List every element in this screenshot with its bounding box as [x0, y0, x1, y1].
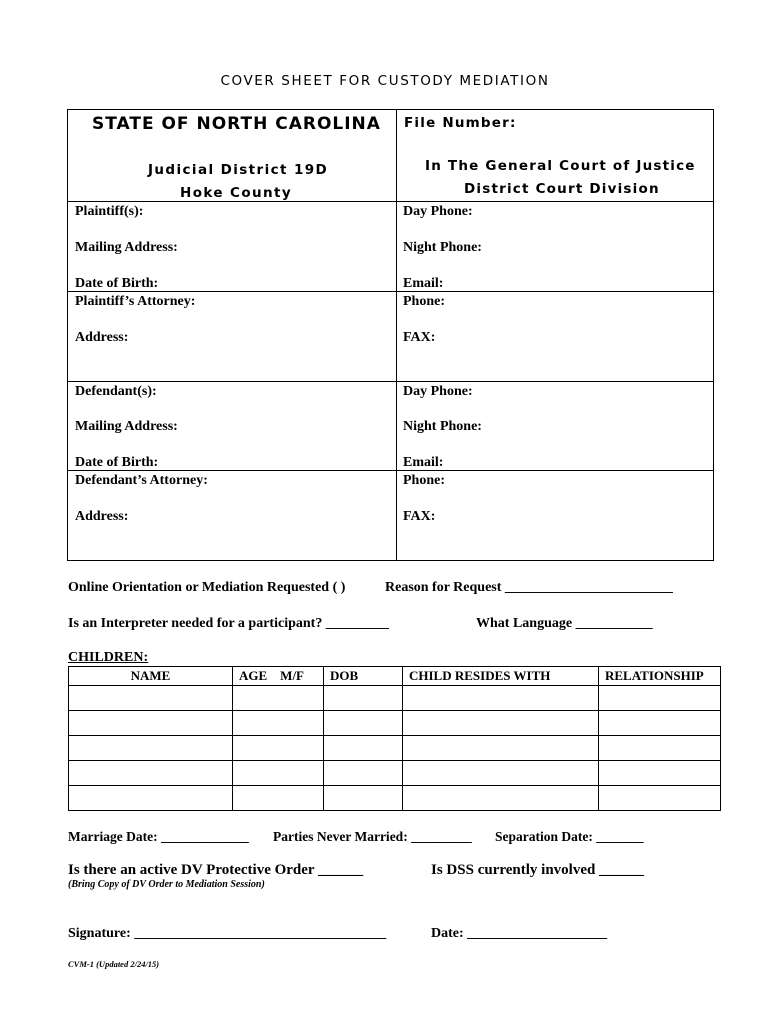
child-relationship-cell[interactable] [599, 711, 721, 736]
defendant-label: Defendant(s): [75, 384, 157, 399]
box-left-border [67, 109, 68, 561]
dv-order-question[interactable]: Is there an active DV Protective Order ______ [68, 862, 364, 878]
table-row [69, 786, 721, 811]
plaintiff-label: Plaintiff(s): [75, 204, 144, 219]
child-relationship-cell[interactable] [599, 736, 721, 761]
column-name: NAME [69, 667, 233, 686]
column-resides-with: CHILD RESIDES WITH [403, 667, 599, 686]
dss-question[interactable]: Is DSS currently involved ______ [431, 862, 645, 878]
box-divider-defendant [67, 381, 714, 382]
defendant-mailing-label: Mailing Address: [75, 419, 178, 434]
child-dob-cell[interactable] [324, 736, 403, 761]
child-age-cell[interactable] [233, 711, 324, 736]
column-relationship: RELATIONSHIP [599, 667, 721, 686]
county: Hoke County [180, 185, 293, 201]
interpreter-question[interactable]: Is an Interpreter needed for a participant? _________ [68, 616, 389, 631]
plaintiff-mailing-label: Mailing Address: [75, 240, 178, 255]
defendant-attorney-address-label: Address: [75, 509, 129, 524]
child-resides-cell[interactable] [403, 786, 599, 811]
plaintiff-attorney-label: Plaintiff’s Attorney: [75, 294, 196, 309]
box-top-border [67, 109, 714, 110]
child-relationship-cell[interactable] [599, 686, 721, 711]
defendant-day-phone-label: Day Phone: [403, 384, 473, 399]
column-dob: DOB [324, 667, 403, 686]
child-resides-cell[interactable] [403, 686, 599, 711]
child-name-cell[interactable] [69, 711, 233, 736]
box-right-border [713, 109, 714, 561]
child-dob-cell[interactable] [324, 686, 403, 711]
box-center-divider [396, 109, 397, 561]
form-footer: CVM-1 (Updated 2/24/15) [68, 959, 160, 969]
child-name-cell[interactable] [69, 761, 233, 786]
defendant-night-phone-label: Night Phone: [403, 419, 482, 434]
file-number-label: File Number: [404, 115, 517, 131]
dv-order-note: (Bring Copy of DV Order to Mediation Session) [68, 879, 265, 890]
box-header-divider [67, 201, 714, 202]
state-title: STATE OF NORTH CAROLINA [92, 114, 381, 134]
table-row [69, 736, 721, 761]
box-bottom-border [67, 560, 714, 561]
marriage-date-field[interactable]: Marriage Date: _____________ [68, 829, 249, 844]
plaintiff-dob-label: Date of Birth: [75, 276, 159, 291]
defendant-attorney-fax-label: FAX: [403, 509, 436, 524]
defendant-dob-label: Date of Birth: [75, 455, 159, 470]
defendant-attorney-label: Defendant’s Attorney: [75, 473, 208, 488]
child-name-cell[interactable] [69, 786, 233, 811]
child-dob-cell[interactable] [324, 711, 403, 736]
signature-date-field[interactable]: Date: ____________________ [431, 926, 608, 941]
child-age-cell[interactable] [233, 736, 324, 761]
language-field[interactable]: What Language ___________ [476, 616, 653, 631]
table-row [69, 711, 721, 736]
child-age-cell[interactable] [233, 786, 324, 811]
orientation-request[interactable]: Online Orientation or Mediation Requested ( ) [68, 580, 346, 595]
court-name: In The General Court of Justice [425, 158, 696, 174]
child-resides-cell[interactable] [403, 736, 599, 761]
plaintiff-attorney-fax-label: FAX: [403, 330, 436, 345]
child-resides-cell[interactable] [403, 711, 599, 736]
defendant-email-label: Email: [403, 455, 444, 470]
plaintiff-email-label: Email: [403, 276, 444, 291]
children-table [68, 666, 721, 811]
column-age-sex: AGE M/F [233, 667, 324, 686]
child-relationship-cell[interactable] [599, 761, 721, 786]
box-divider-plaintiff-attorney [67, 291, 714, 292]
separation-date-field[interactable]: Separation Date: _______ [495, 829, 644, 844]
plaintiff-attorney-address-label: Address: [75, 330, 129, 345]
court-division: District Court Division [464, 181, 660, 197]
plaintiff-night-phone-label: Night Phone: [403, 240, 482, 255]
children-heading: CHILDREN: [68, 650, 149, 665]
reason-for-request[interactable]: Reason for Request ________________________ [385, 580, 673, 595]
table-row [69, 686, 721, 711]
form-title: COVER SHEET FOR CUSTODY MEDIATION [220, 73, 550, 89]
defendant-attorney-phone-label: Phone: [403, 473, 445, 488]
box-divider-defendant-attorney [67, 470, 714, 471]
child-dob-cell[interactable] [324, 761, 403, 786]
child-age-cell[interactable] [233, 761, 324, 786]
child-name-cell[interactable] [69, 736, 233, 761]
never-married-field[interactable]: Parties Never Married: _________ [273, 829, 472, 844]
child-dob-cell[interactable] [324, 786, 403, 811]
child-resides-cell[interactable] [403, 761, 599, 786]
child-relationship-cell[interactable] [599, 786, 721, 811]
plaintiff-attorney-phone-label: Phone: [403, 294, 445, 309]
child-name-cell[interactable] [69, 686, 233, 711]
table-row [69, 761, 721, 786]
child-age-cell[interactable] [233, 686, 324, 711]
plaintiff-day-phone-label: Day Phone: [403, 204, 473, 219]
signature-field[interactable]: Signature: ____________________________________ [68, 926, 387, 941]
judicial-district: Judicial District 19D [148, 162, 329, 178]
